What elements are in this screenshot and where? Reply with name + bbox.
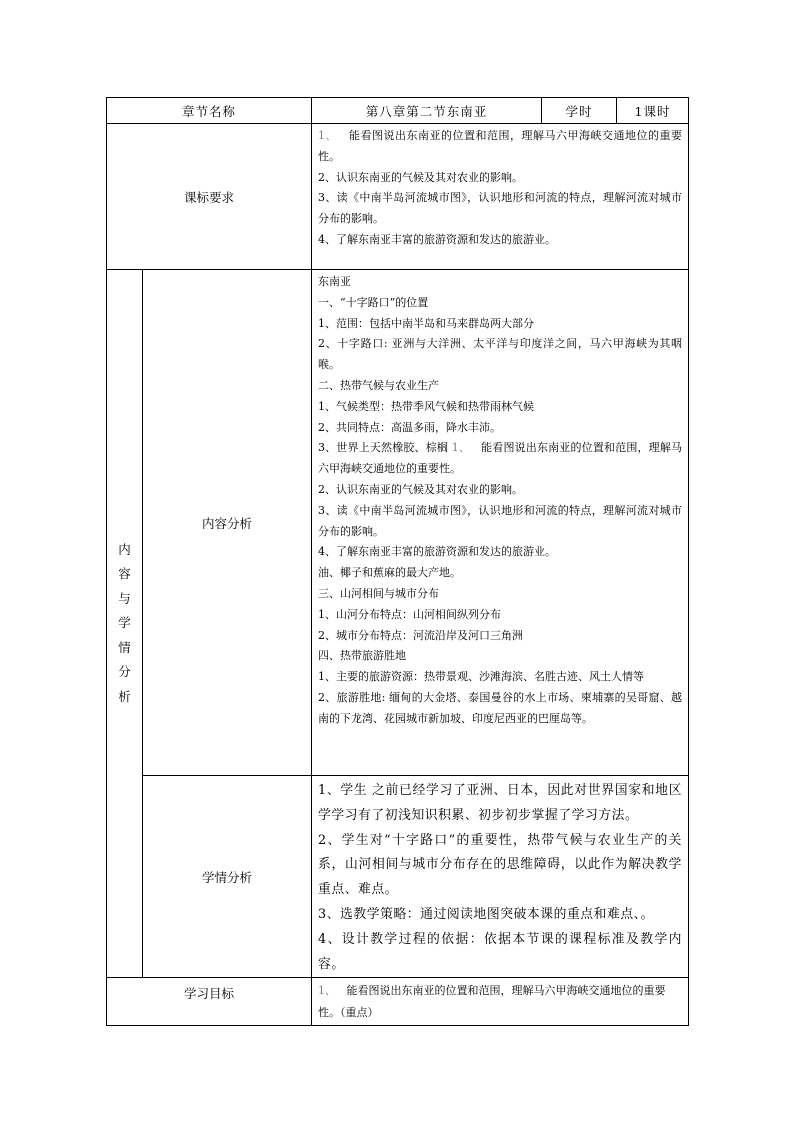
curriculum-item: 1、 能看图说出东南亚的位置和范围，理解马六甲海峡交通地位的重要性。 <box>318 129 683 163</box>
content-line: 一、“十字路口”的位置 <box>318 295 429 309</box>
curriculum-item: 4、了解东南亚丰富的旅游资源和发达的旅游业。 <box>318 232 557 246</box>
content-line: 2、城市分布特点：河流沿岸及河口三角洲 <box>318 628 524 642</box>
learning-goal-number: 1、 <box>318 984 337 998</box>
content-line: 四、热带旅游胜地 <box>318 649 407 663</box>
study-analysis-text <box>312 776 689 978</box>
content-line: 三、山河相间与城市分布 <box>318 586 440 600</box>
curriculum-item: 2、认识东南亚的气候及其对农业的影响。 <box>318 170 524 184</box>
study-analysis-row <box>107 776 689 978</box>
content-line: 油、椰子和蕉麻的最大产地。 <box>318 566 462 580</box>
content-analysis-text <box>312 270 689 776</box>
content-line: 2、十字路口: 亚洲与大洋洲、太平洋与印度洋之间，马六甲海峡为其咽喉。 <box>318 337 683 372</box>
content-line: 2、认识东南亚的气候及其对农业的影响。 <box>318 482 524 496</box>
content-line: 4、了解东南亚丰富的旅游资源和发达的旅游业。 <box>318 545 557 559</box>
content-line: 二、热带气候与农业生产 <box>318 378 440 392</box>
study-item: 4、设计教学过程的依据：依据本节课的课程标准及教学内容。 <box>318 931 683 972</box>
chapter-value: 第八章第二节东南亚 <box>312 98 542 124</box>
curriculum-row <box>107 124 689 270</box>
content-line: 1、山河分布特点：山河相间纵列分布 <box>318 607 502 621</box>
study-item: 2、学生对“十字路口”的重要性，热带气候与农业生产的关系，山河相间与城市分布存在的思维障碍，以此作为解决教学重点、难点。 <box>318 832 683 898</box>
study-item: 1、学生 之前已经学习了亚洲、日本，因此对世界国家和地区学学习有了初浅知识积累、初步初步掌握了学习方法。 <box>318 783 683 823</box>
learning-goal-text: 1、 能看图说出东南亚的位置和范围，理解马六甲海峡交通地位的重要性。（重点） <box>312 978 689 1026</box>
hours-value: 1课时 <box>617 98 689 124</box>
curriculum-content <box>312 124 689 270</box>
study-analysis-label: 学情分析 <box>143 776 312 978</box>
content-analysis-label: 内容分析 <box>143 270 312 776</box>
content-line: 2、共同特点：高温多雨，降水丰沛。 <box>318 420 502 434</box>
content-line: 1、主要的旅游资源：热带景观、沙滩海滨、名胜古迹、风土人情等 <box>318 670 645 684</box>
chapter-label: 章节名称 <box>107 98 312 124</box>
content-line: 2、旅游胜地: 缅甸的大金塔、泰国曼谷的水上市场、柬埔寨的吴哥窟、越南的下龙湾、花园城市新加坡、印度尼西亚的巴厘岛等。 <box>318 690 683 725</box>
learning-goal-label: 学习目标 <box>107 978 312 1026</box>
curriculum-item-number: 1、 <box>318 129 338 142</box>
study-item: 3、选教学策略：通过阅读地图突破本课的重点和难点、。 <box>318 906 654 922</box>
content-line: 1、气候类型：热带季风气候和热带雨林气候 <box>318 399 535 413</box>
content-analysis-row <box>107 270 689 776</box>
learning-goal-row <box>107 978 689 1026</box>
hours-label: 学时 <box>542 98 617 124</box>
analysis-group-label: 内 容 与 学 情 分 析 <box>107 270 143 978</box>
content-line: 1、范围：包括中南半岛和马来群岛两大部分 <box>318 316 535 330</box>
curriculum-item: 3、读《中南半岛河流城市图》，认识地形和河流的特点，理解河流对城市分布的影响。 <box>318 191 683 226</box>
content-line: 3、世界上天然橡胶、棕榈 1、 能看图说出东南亚的位置和范围，理解马六甲海峡交通地位的重要性。 <box>318 441 683 476</box>
curriculum-label: 课标要求 <box>107 124 312 270</box>
content-line: 3、读《中南半岛河流城市图》，认识地形和河流的特点，理解河流对城市分布的影响。 <box>318 503 683 538</box>
content-line: 东南亚 <box>318 275 352 288</box>
header-row <box>107 98 689 124</box>
lesson-plan-table <box>106 97 689 1026</box>
